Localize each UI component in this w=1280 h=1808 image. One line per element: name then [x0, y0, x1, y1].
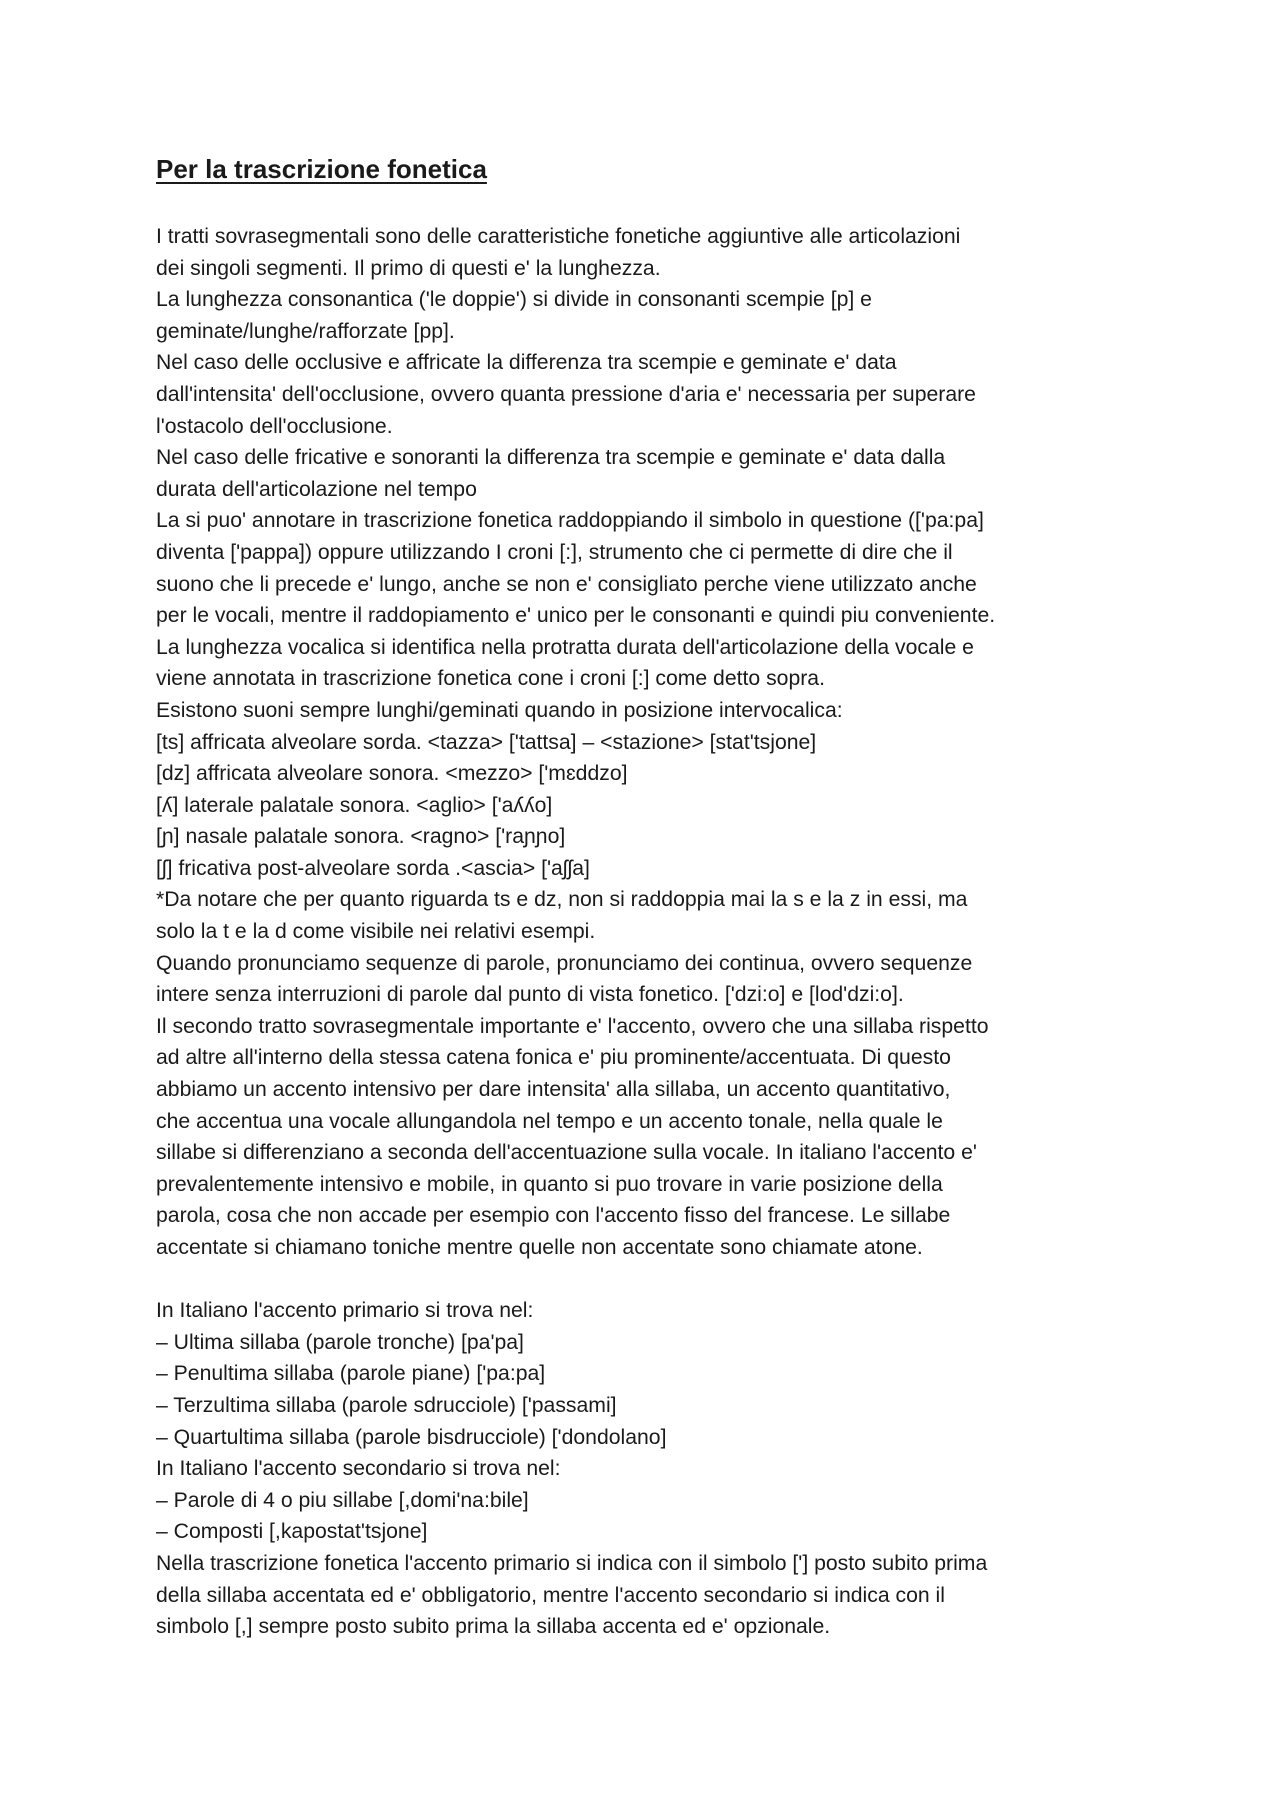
- text-line: La lunghezza vocalica si identifica nella protratta durata dell'articolazione della vocale e: [156, 635, 974, 659]
- text-line: Nel caso delle occlusive e affricate la differenza tra scempie e geminate e' data: [156, 351, 897, 375]
- text-line: simbolo [,] sempre posto subito prima la sillaba accenta ed e' opzionale.: [156, 1615, 831, 1639]
- text-line: diventa ['pappa]) oppure utilizzando I croni [:], strumento che ci permette di dire che il: [156, 540, 953, 564]
- text-line: Nella trascrizione fonetica l'accento primario si indica con il simbolo ['] posto subito prima: [156, 1551, 988, 1575]
- text-line: In Italiano l'accento secondario si trova nel:: [156, 1457, 561, 1481]
- document-page: [156, 0, 1116, 1808]
- text-line: abbiamo un accento intensivo per dare intensita' alla sillaba, un accento quantitativo,: [156, 1078, 951, 1102]
- text-line: – Composti [,kapostat'tsjone]: [156, 1520, 428, 1544]
- text-line: La si puo' annotare in trascrizione fonetica raddoppiando il simbolo in questione (['pa:pa]: [156, 509, 984, 533]
- text-line: *Da notare che per quanto riguarda ts e dz, non si raddoppia mai la s e la z in essi, ma: [156, 888, 968, 912]
- text-line: suono che li precede e' lungo, anche se non e' consigliato perche viene utilizzato anche: [156, 572, 977, 596]
- text-line: intere senza interruzioni di parole dal punto di vista fonetico. ['dzi:o] e [lod'dzi:o].: [156, 983, 904, 1007]
- text-line: I tratti sovrasegmentali sono delle caratteristiche fonetiche aggiuntive alle articolazioni: [156, 225, 961, 248]
- text-line: che accentua una vocale allungandola nel tempo e un accento tonale, nella quale le: [156, 1109, 943, 1133]
- text-line: prevalentemente intensivo e mobile, in quanto si puo trovare in varie posizione della: [156, 1172, 943, 1196]
- text-line: parola, cosa che non accade per esempio con l'accento fisso del francese. Le sillabe: [156, 1204, 951, 1228]
- text-line: dall'intensita' dell'occlusione, ovvero quanta pressione d'aria e' necessaria per superare: [156, 382, 976, 406]
- text-line: – Terzultima sillaba (parole sdrucciole) ['passami]: [156, 1393, 617, 1417]
- text-line: geminate/lunghe/rafforzate [pp].: [156, 319, 455, 343]
- paragraph-gap: [156, 1264, 1116, 1296]
- text-line: Esistono suoni sempre lunghi/geminati quando in posizione intervocalica:: [156, 698, 843, 722]
- text-line: [ts] affricata alveolare sorda. <tazza> ['tattsa] – <stazione> [stat'tsjone]: [156, 730, 817, 754]
- page-title: Per la trascrizione fonetica: [156, 154, 487, 184]
- text-line: Nel caso delle fricative e sonoranti la differenza tra scempie e geminate e' data dalla: [156, 446, 946, 470]
- text-line: dei singoli segmenti. Il primo di questi e' la lunghezza.: [156, 256, 661, 280]
- text-line: – Ultima sillaba (parole tronche) [pa'pa]: [156, 1330, 524, 1354]
- text-line: viene annotata in trascrizione fonetica cone i croni [:] come detto sopra.: [156, 667, 825, 691]
- text-line: Il secondo tratto sovrasegmentale importante e' l'accento, ovvero che una sillaba rispetto: [156, 1014, 989, 1038]
- text-line: l'ostacolo dell'occlusione.: [156, 414, 393, 438]
- text-line: per le vocali, mentre il raddopiamento e' unico per le consonanti e quindi piu conveniente.: [156, 604, 996, 628]
- text-line: – Quartultima sillaba (parole bisdrucciole) ['dondolano]: [156, 1425, 667, 1449]
- text-line: [dz] affricata alveolare sonora. <mezzo> ['mɛddzo]: [156, 762, 628, 786]
- text-line: [ɲ] nasale palatale sonora. <ragno> ['raɲɲo]: [156, 825, 566, 849]
- text-line: sillabe si differenziano a seconda dell'accentuazione sulla vocale. In italiano l'accento e': [156, 1141, 977, 1165]
- text-line: accentate si chiamano toniche mentre quelle non accentate sono chiamate atone.: [156, 1236, 923, 1259]
- text-line: [ʎ] laterale palatale sonora. <aglio> ['aʎʎo]: [156, 793, 553, 817]
- body-text: [156, 221, 1116, 1643]
- text-line: durata dell'articolazione nel tempo: [156, 477, 477, 501]
- text-line: – Parole di 4 o piu sillabe [,domi'na:bile]: [156, 1488, 529, 1512]
- text-line: Quando pronunciamo sequenze di parole, pronunciamo dei continua, ovvero sequenze: [156, 951, 973, 975]
- text-line: In Italiano l'accento primario si trova nel:: [156, 1299, 534, 1323]
- text-line: solo la t e la d come visibile nei relativi esempi.: [156, 920, 596, 944]
- text-line: ad altre all'interno della stessa catena fonica e' piu prominente/accentuata. Di questo: [156, 1046, 951, 1070]
- text-line: La lunghezza consonantica ('le doppie') si divide in consonanti scempie [p] e: [156, 288, 872, 312]
- text-line: – Penultima sillaba (parole piane) ['pa:pa]: [156, 1362, 546, 1386]
- text-line: della sillaba accentata ed e' obbligatorio, mentre l'accento secondario si indica con il: [156, 1583, 945, 1607]
- text-line: [ʃ] fricativa post-alveolare sorda .<ascia> ['aʃʃa]: [156, 856, 590, 880]
